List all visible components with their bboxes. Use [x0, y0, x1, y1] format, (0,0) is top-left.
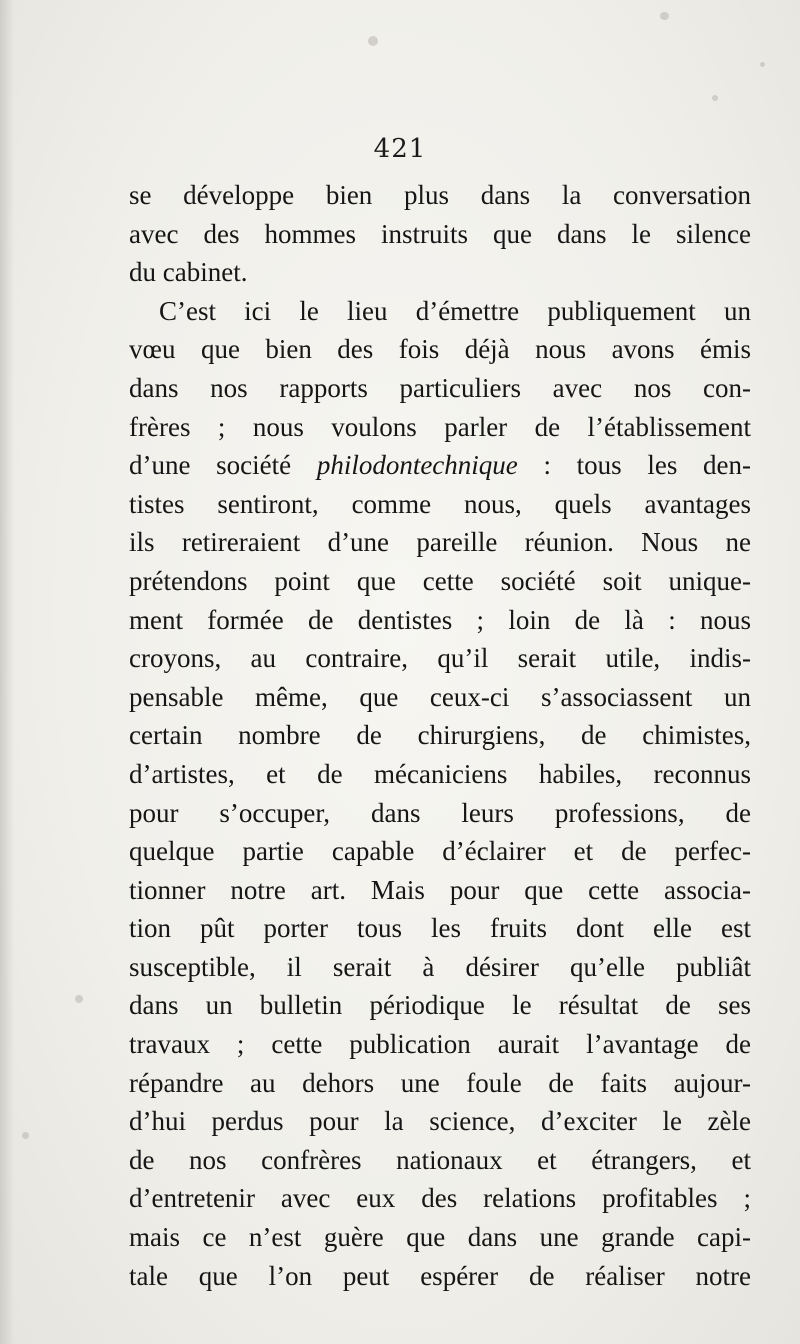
text-line: croyons, au contraire, qu’il serait utile, indis- [129, 643, 751, 674]
text-line: prétendons point que cette société soit unique- [129, 565, 751, 596]
text-segment: d’une société [129, 450, 317, 481]
text-line: d’artistes, et de mécaniciens habiles, reconnus [129, 758, 751, 789]
text-line: avec des hommes instruits que dans le silence [129, 218, 751, 249]
paper-speck [368, 36, 378, 46]
text-line: pour s’occuper, dans leurs professions, de [129, 797, 751, 828]
text-line: tistes sentiront, comme nous, quels avantages [129, 488, 751, 519]
paper-speck [712, 95, 718, 101]
text-line: tionner notre art. Mais pour que cette associa- [129, 874, 751, 905]
text-line: d’entretenir avec eux des relations profitables ; [129, 1183, 751, 1214]
italic-term: philodontechnique [316, 450, 518, 481]
text-line: ment formée de dentistes ; loin de là : nous [129, 604, 751, 635]
text-line: pensable même, que ceux-ci s’associassent un [129, 681, 751, 712]
text-line: frères ; nous voulons parler de l’établissement [129, 411, 751, 442]
page-number: 421 [373, 134, 427, 164]
paper-speck [760, 62, 765, 67]
text-line: travaux ; cette publication aurait l’avantage de [129, 1029, 751, 1060]
text-line: d’hui perdus pour la science, d’exciter le zèle [129, 1106, 751, 1137]
text-line: se développe bien plus dans la conversation [129, 180, 751, 210]
text-segment: : tous les den- [517, 450, 751, 481]
text-line: répandre au dehors une foule de faits aujour- [129, 1067, 751, 1098]
text-line: mais ce n’est guère que dans une grande capi- [129, 1222, 751, 1253]
page-edge-shadow [0, 0, 14, 1344]
paper-speck [75, 995, 83, 1003]
text-line: dans nos rapports particuliers avec nos con- [129, 372, 751, 403]
paper-speck [660, 12, 669, 20]
text-line: C’est ici le lieu d’émettre publiquement un [159, 295, 751, 326]
text-line: dans un bulletin périodique le résultat de ses [129, 990, 751, 1021]
text-line: tion pût porter tous les fruits dont elle est [129, 913, 751, 944]
text-line: vœu que bien des fois déjà nous avons émis [129, 334, 751, 365]
body-text [129, 176, 751, 1295]
text-line: du cabinet. [129, 257, 248, 288]
text-line [129, 446, 751, 485]
text-line: ils retireraient d’une pareille réunion. Nous ne [129, 527, 751, 558]
text-line: tale que l’on peut espérer de réaliser notre [129, 1260, 751, 1291]
text-line: certain nombre de chirurgiens, de chimistes, [129, 720, 751, 751]
text-line: quelque partie capable d’éclairer et de perfec- [129, 836, 751, 867]
text-line: de nos confrères nationaux et étrangers, et [129, 1144, 751, 1175]
paper-speck [22, 1132, 29, 1139]
text-line: susceptible, il serait à désirer qu’elle publiât [129, 951, 751, 982]
